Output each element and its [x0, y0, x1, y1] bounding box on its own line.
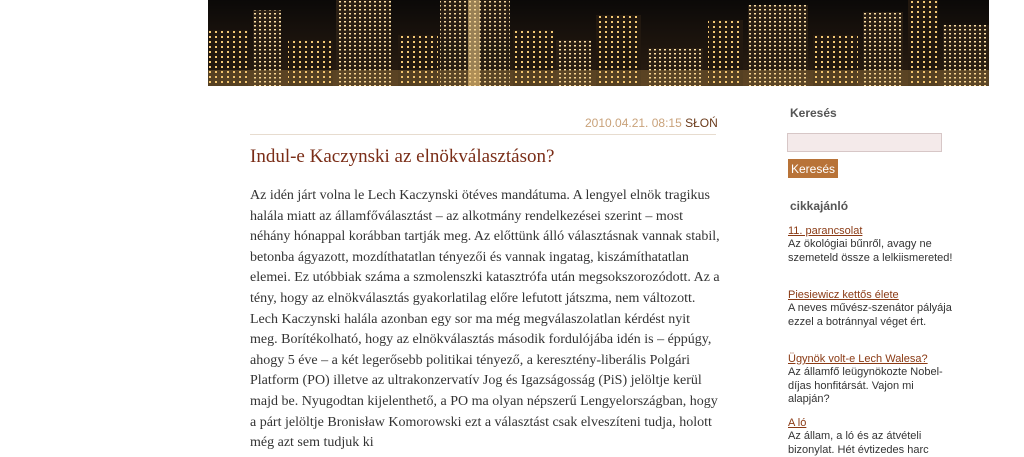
recommend-item	[788, 417, 958, 457]
recommend-item	[788, 225, 958, 265]
recommend-item-desc: A neves művész-szenátor pályája ezzel a botránnyal véget ért.	[788, 302, 952, 328]
divider	[250, 134, 716, 135]
recommend-item	[788, 289, 958, 329]
post-meta	[585, 116, 718, 130]
post-date: 2010.04.21. 08:15	[585, 116, 682, 130]
search-heading: Keresés	[790, 106, 837, 120]
recommend-item-link[interactable]: A ló	[788, 417, 807, 429]
recommend-item-link[interactable]: 11. parancsolat	[788, 225, 863, 237]
post-title[interactable]: Indul-e Kaczynski az elnökválasztáson?	[250, 146, 555, 167]
search-input[interactable]	[787, 133, 942, 152]
post-body: Az idén járt volna le Lech Kaczynski ötéves mandátuma. A lengyel elnök tragikus halála miatt az államfőválasztást – az alkotmány rendelkezései szerint – most néhány hónappal korábban tartják meg. Az előttünk álló választásnak vannak stabil, betonba ágyazott, mozdíthatatlan tényezői és vannak ingatag, kiszámíthatatlan elemei. Ez utóbbiak száma a szmolenszki katasztrófa után megsokszorozódott. Az a tény, hogy az elnökválasztás gyakorlatilag előre lefutott játszma, nem változott. Lech Kaczynski halála azonban egy sor ma még megválaszolatlan kérdést nyit meg. Borítékolható, hogy az elnökválasztás második fordulójába idén is – éppúgy, ahogy 5 éve – a két legerősebb politikai tényező, a keresztény-liberális Polgári Platform (PO) illetve az ultrakonzervatív Jog és Igazságosság (PiS) jelöltje kerül majd be. Nyugodtan kijelenthető, a PO ma olyan népszerű Lengyelországban, hogy a párt jelöltje Bronisław Komorowski ezt a választást csak elveszíteni tudja, holott még azt sem tudjuk ki	[250, 188, 720, 451]
post-author[interactable]: SŁOŃ	[685, 116, 718, 130]
recommend-item-desc: Az állam, a ló és az átvételi bizonylat. Hét évtizedes harc	[788, 430, 929, 456]
recommend-item-link[interactable]: Piesiewicz kettős élete	[788, 289, 899, 301]
search-button[interactable]: Keresés	[788, 159, 838, 178]
header-city-night-banner	[208, 0, 989, 86]
recommend-item-desc: Az államfő leügynökozte Nobel-díjas honfitársát. Vajon mi alapján?	[788, 366, 943, 405]
recommend-heading: cikkajánló	[790, 199, 849, 213]
recommend-item-link[interactable]: Ügynök volt-e Lech Walesa?	[788, 353, 928, 365]
city-skyline-image	[208, 0, 989, 86]
recommend-item-desc: Az ökológiai bűnről, avagy ne szemeteld össze a lelkiismereted!	[788, 238, 953, 264]
recommend-item	[788, 353, 958, 407]
